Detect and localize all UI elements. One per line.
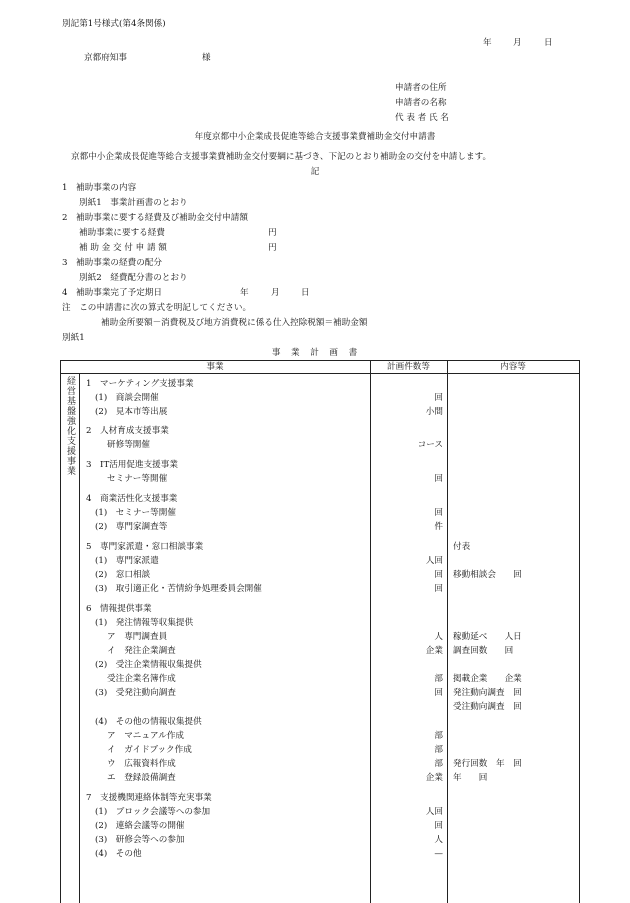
plan-row-text: セミナー等開催 <box>107 474 168 484</box>
plan-row-content: 年 回 <box>453 773 488 783</box>
header-count: 計画件数等 <box>387 362 430 372</box>
item-4-heading: 4 補助事業完了予定期日 <box>62 288 162 298</box>
plan-row-content: 受注動向調査 回 <box>453 702 522 712</box>
plan-row-unit: 回 <box>434 821 443 831</box>
document-title: 年度京都中小企業成長促進等総合支援事業費補助金交付申請書 <box>194 132 436 142</box>
plan-row-text: (2) 連絡会議等の開催 <box>95 821 185 831</box>
plan-row-content: 発注動向調査 回 <box>453 688 522 698</box>
plan-row-text: 研修等開催 <box>107 440 150 450</box>
plan-title: 事 業 計 画 書 <box>271 348 359 358</box>
plan-row-text: (3) 取引適正化・苦情紛争処理委員会開催 <box>95 584 262 594</box>
plan-row-unit: 企業 <box>425 773 443 783</box>
header-content: 内容等 <box>500 362 526 372</box>
plan-row-unit: コース <box>417 440 443 450</box>
plan-row-unit: 人回 <box>425 556 443 566</box>
item-1-heading: 1 補助事業の内容 <box>62 183 137 193</box>
plan-row-text: (1) 専門家派遣 <box>95 556 159 566</box>
form-label: 別記第1号様式(第4条関係) <box>62 19 166 29</box>
plan-row-unit: 件 <box>434 522 443 532</box>
plan-row-text: (4) その他 <box>95 849 142 859</box>
item-3-detail: 別紙2 経費配分書のとおり <box>79 273 188 283</box>
plan-row-unit: 回 <box>434 508 443 518</box>
item-2-request-unit: 円 <box>268 243 277 253</box>
applicant-address-label: 申請者の住所 <box>395 83 447 93</box>
plan-row-unit: 人 <box>434 835 443 845</box>
addressee-honorific: 様 <box>202 53 211 63</box>
plan-row-text: イ ガイドブック作成 <box>107 745 192 755</box>
plan-row-text: 5 専門家派遣・窓口相談事業 <box>86 542 204 552</box>
plan-row-text: 受注企業名簿作成 <box>107 674 176 684</box>
plan-row-text: ウ 広報資料作成 <box>107 759 176 769</box>
plan-row-unit: 回 <box>434 688 443 698</box>
side-label: 経営基盤強化支援事業 <box>65 376 75 476</box>
item-1-detail: 別紙1 事業計画書のとおり <box>79 198 188 208</box>
plan-row-unit: 回 <box>434 570 443 580</box>
table-header-border <box>60 373 580 374</box>
intro-text: 京都中小企業成長促進等総合支援事業費補助金交付要綱に基づき、下記のとおり補助金の交付を申請します。 <box>71 152 492 162</box>
ki-mark: 記 <box>310 167 320 177</box>
plan-row-text: (1) セミナー等開催 <box>95 508 176 518</box>
item-2-request-label: 補 助 金 交 付 申 請 額 <box>79 243 167 253</box>
date-day: 日 <box>544 38 553 48</box>
plan-row-text: (2) 窓口相談 <box>95 570 151 580</box>
plan-row-unit: 企業 <box>425 646 443 656</box>
plan-row-text: (2) 見本市等出展 <box>95 407 168 417</box>
header-jigyo: 事業 <box>206 362 224 372</box>
item-3-heading: 3 補助事業の経費の配分 <box>62 258 162 268</box>
plan-row-text: 1 マーケティング支援事業 <box>86 379 194 389</box>
plan-row-text: (3) 受発注動向調査 <box>95 688 176 698</box>
item-2-heading: 2 補助事業に要する経費及び補助金交付申請額 <box>62 213 248 223</box>
plan-row-unit: — <box>434 849 443 859</box>
table-top-border <box>60 360 580 361</box>
item-4-year: 年 <box>240 288 249 298</box>
item-2-cost-unit: 円 <box>268 228 277 238</box>
plan-row-text: エ 登録設備調査 <box>107 773 176 783</box>
table-left-border <box>60 360 61 903</box>
plan-row-text: ア 専門調査員 <box>107 632 168 642</box>
plan-row-text: (1) ブロック会議等への参加 <box>95 807 211 817</box>
plan-row-unit: 回 <box>434 393 443 403</box>
plan-row-unit: 部 <box>434 759 443 769</box>
plan-row-text: 4 商業活性化支援事業 <box>86 494 178 504</box>
plan-row-unit: 小間 <box>425 407 443 417</box>
date-year: 年 <box>483 38 492 48</box>
formula-text: 補助金所要額－消費税及び地方消費税に係る仕入控除税額＝補助金額 <box>101 318 368 328</box>
plan-row-content: 発行回数 年 回 <box>453 759 522 769</box>
item-4-day: 日 <box>301 288 310 298</box>
plan-row-unit: 回 <box>434 474 443 484</box>
addressee-name: 京都府知事 <box>84 53 127 63</box>
plan-row-content: 付表 <box>453 542 471 552</box>
note-text: 注 この申請書に次の算式を明記してください。 <box>62 303 252 313</box>
plan-row-text: (4) その他の情報収集提供 <box>95 717 202 727</box>
plan-row-unit: 部 <box>434 674 443 684</box>
plan-row-text: (2) 受注企業情報収集提供 <box>95 660 202 670</box>
plan-row-unit: 部 <box>434 745 443 755</box>
applicant-name-label: 申請者の名称 <box>395 98 447 108</box>
item-4-month: 月 <box>271 288 280 298</box>
item-2-cost-label: 補助事業に要する経費 <box>79 228 165 238</box>
plan-row-text: 2 人材育成支援事業 <box>86 426 169 436</box>
plan-row-content: 稼動延べ 人日 <box>453 632 522 642</box>
plan-row-unit: 人回 <box>425 807 443 817</box>
plan-row-unit: 回 <box>434 584 443 594</box>
plan-row-text: 7 支援機関連絡体制等充実事業 <box>86 793 212 803</box>
plan-row-text: イ 発注企業調査 <box>107 646 176 656</box>
date-month: 月 <box>513 38 522 48</box>
plan-row-text: 3 IT活用促進支援事業 <box>86 460 178 470</box>
plan-row-unit: 人 <box>434 632 443 642</box>
annex-label: 別紙1 <box>62 333 85 343</box>
plan-row-text: (1) 発注情報等収集提供 <box>95 618 194 628</box>
plan-row-text: 6 情報提供事業 <box>86 604 152 614</box>
plan-row-text: (2) 専門家調査等 <box>95 522 168 532</box>
applicant-representative-label: 代 表 者 氏 名 <box>395 113 449 123</box>
plan-row-text: ア マニュアル作成 <box>107 731 185 741</box>
side-label-divider <box>79 373 80 903</box>
plan-row-unit: 部 <box>434 731 443 741</box>
plan-row-text: (3) 研修会等への参加 <box>95 835 185 845</box>
plan-row-content: 移動相談会 回 <box>453 570 522 580</box>
table-right-border <box>579 360 580 903</box>
plan-row-content: 調査回数 回 <box>453 646 514 656</box>
plan-row-text: (1) 商談会開催 <box>95 393 159 403</box>
plan-row-content: 掲載企業 企業 <box>453 674 522 684</box>
content-column-divider <box>447 360 448 903</box>
